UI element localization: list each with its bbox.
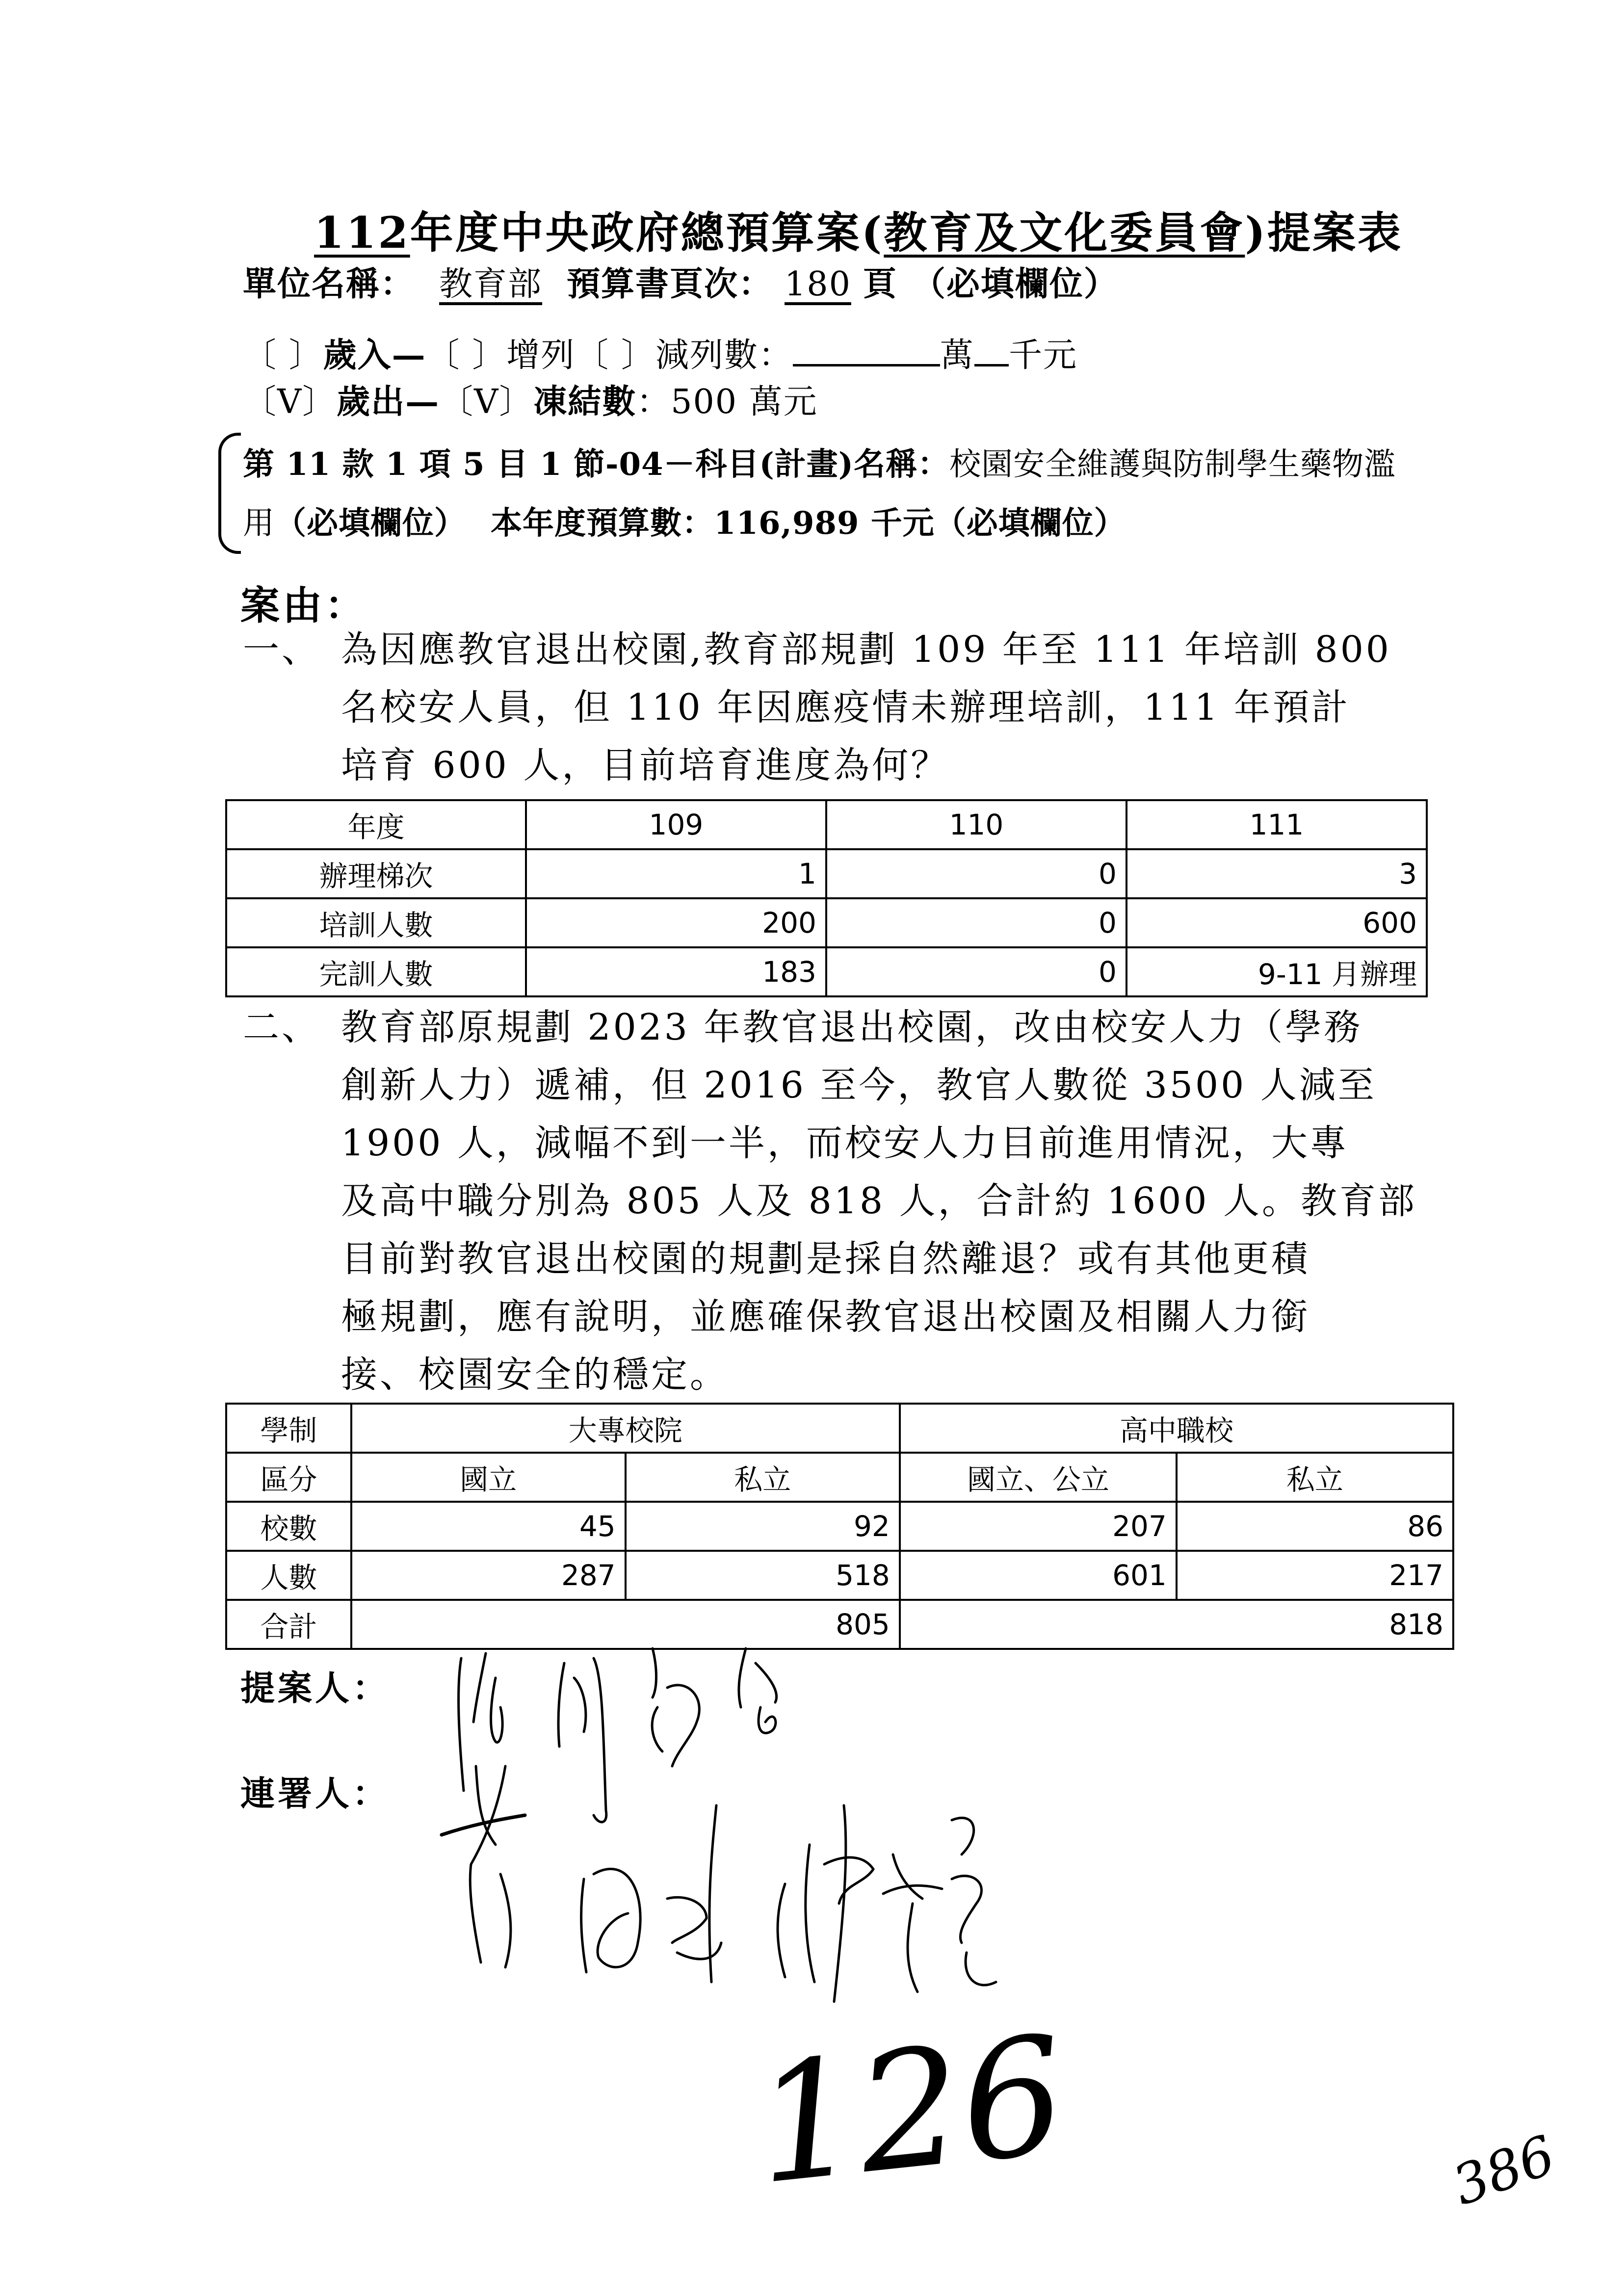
cut-checkbox[interactable]: 〔 〕 xyxy=(575,336,655,375)
header-cell: 高中職校 xyxy=(900,1404,1453,1453)
page-unit: 頁 xyxy=(863,264,897,304)
qianyuan-unit: 千元 xyxy=(1008,336,1077,375)
freeze-value: ：500 萬元 xyxy=(636,383,818,421)
item-2-line-7: 接、校園安全的穩定。 xyxy=(341,1354,729,1396)
title-year: 112 xyxy=(314,207,410,258)
item-2-line-2: 創新人力）遞補，但 2016 至今，教官人數從 3500 人減至 xyxy=(341,1064,1377,1106)
expense-line xyxy=(243,375,818,423)
item-2-line-6: 極規劃，應有說明，並應確保教官退出校園及相關人力銜 xyxy=(341,1296,1310,1338)
freeze-label: 凍結數 xyxy=(533,382,637,421)
page-value: 180 xyxy=(785,265,851,304)
subject-name-1: 校園安全維護與防制學生藥物濫 xyxy=(949,446,1396,483)
table-cell: 217 xyxy=(1177,1551,1453,1600)
table-row xyxy=(226,898,1427,947)
header-cell: 110 xyxy=(826,800,1126,849)
table-cell: 207 xyxy=(900,1502,1177,1551)
header-cell: 大專校院 xyxy=(351,1404,900,1453)
freeze-checkbox[interactable]: 〔V〕 xyxy=(440,383,534,421)
subject-name-2: 用 xyxy=(243,505,275,542)
expense-checkbox[interactable]: 〔V〕 xyxy=(243,383,337,421)
unit-value: 教育部 xyxy=(439,265,543,304)
row-label: 區分 xyxy=(226,1453,351,1502)
table-row xyxy=(226,1551,1453,1600)
title-middle: 年度中央政府總預算案( xyxy=(410,207,884,258)
reason-heading: 案由： xyxy=(240,582,367,628)
header-cell: 111 xyxy=(1126,800,1427,849)
subject-code: 第 11 款 1 項 5 目 1 節-04－科目(計畫)名稱： xyxy=(243,446,950,483)
item-1-line-1: 為因應教官退出校園,教育部規劃 109 年至 111 年培訓 800 xyxy=(341,628,1391,671)
subject-line-2 xyxy=(243,498,1126,543)
item-2-line-4: 及高中職分別為 805 人及 818 人，合計約 1600 人。教育部 xyxy=(341,1180,1417,1222)
item-1-line-3: 培育 600 人，目前培育進度為何？ xyxy=(341,744,950,786)
reason-item-2 xyxy=(243,998,1417,1404)
header-cell: 私立 xyxy=(626,1453,900,1502)
required-note-3: （必填欄位） xyxy=(934,505,1126,542)
revenue-checkbox[interactable]: 〔 〕 xyxy=(243,336,323,375)
security-staff-table xyxy=(225,1403,1454,1650)
item-1-number: 一、 xyxy=(243,628,320,671)
cosigner-signature xyxy=(432,1756,1168,2011)
required-note: （必填欄位） xyxy=(912,264,1118,304)
row-label: 完訓人數 xyxy=(226,947,526,996)
table-cell: 287 xyxy=(351,1551,626,1600)
table-cell: 0 xyxy=(826,849,1126,898)
table-cell: 0 xyxy=(826,898,1126,947)
row-label: 辦理梯次 xyxy=(226,849,526,898)
row-label: 學制 xyxy=(226,1404,351,1453)
expense-label: 歲出— xyxy=(337,382,440,421)
title-end: )提案表 xyxy=(1245,207,1403,258)
table-header-row xyxy=(226,1404,1453,1453)
table-cell: 1 xyxy=(526,849,826,898)
cut-qian-blank[interactable] xyxy=(974,359,1009,366)
table-cell: 518 xyxy=(626,1551,900,1600)
wan-unit: 萬 xyxy=(940,336,974,375)
add-checkbox[interactable]: 〔 〕 xyxy=(426,336,507,375)
table-cell: 200 xyxy=(526,898,826,947)
unit-label: 單位名稱： xyxy=(243,264,415,304)
table-cell: 0 xyxy=(826,947,1126,996)
title-committee: 教育及文化委員會 xyxy=(884,207,1245,258)
header-cell: 國立、公立 xyxy=(900,1453,1177,1502)
header-cell: 國立 xyxy=(351,1453,626,1502)
table-cell: 183 xyxy=(526,947,826,996)
cosigner-label: 連署人： xyxy=(240,1773,390,1814)
revenue-line xyxy=(243,329,1077,376)
page-label: 預算書頁次： xyxy=(567,264,773,304)
subject-line-1 xyxy=(243,439,1396,484)
row-label: 培訓人數 xyxy=(226,898,526,947)
proposer-label: 提案人： xyxy=(240,1668,390,1708)
table-cell: 86 xyxy=(1177,1502,1453,1551)
unit-line xyxy=(243,258,1118,305)
corner-page-mark xyxy=(1444,2123,1563,2218)
item-2-number: 二、 xyxy=(243,1006,320,1048)
table-cell: 3 xyxy=(1126,849,1427,898)
cut-label: 減列數： xyxy=(655,336,793,375)
revenue-label: 歲入— xyxy=(323,336,426,375)
table-cell: 805 xyxy=(351,1600,900,1649)
header-cell: 109 xyxy=(526,800,826,849)
cut-wan-blank[interactable] xyxy=(793,359,940,366)
table-cell: 818 xyxy=(900,1600,1453,1649)
table-cell: 600 xyxy=(1126,898,1427,947)
header-cell: 私立 xyxy=(1177,1453,1453,1502)
budget-amount: 本年度預算數：116,989 千元 xyxy=(491,505,935,542)
item-2-line-3: 1900 人，減幅不到一半，而校安人力目前進用情況，大專 xyxy=(341,1122,1349,1164)
reason-item-1 xyxy=(243,621,1391,794)
table-cell: 92 xyxy=(626,1502,900,1551)
item-2-line-5: 目前對教官退出校園的規劃是採自然離退？或有其他更積 xyxy=(341,1238,1310,1280)
item-1-line-2: 名校安人員，但 110 年因應疫情未辦理培訓，111 年預計 xyxy=(341,686,1351,729)
row-label: 人數 xyxy=(226,1551,351,1600)
required-note-2: （必填欄位） xyxy=(275,505,466,542)
add-label: 增列 xyxy=(506,336,576,375)
table-row xyxy=(226,849,1427,898)
table-row xyxy=(226,947,1427,996)
header-cell: 年度 xyxy=(226,800,526,849)
table-cell: 45 xyxy=(351,1502,626,1551)
row-label: 校數 xyxy=(226,1502,351,1551)
table-cell: 601 xyxy=(900,1551,1177,1600)
table-row xyxy=(226,1502,1453,1551)
table-cell: 9-11 月辦理 xyxy=(1126,947,1427,996)
page-mark-text: 126 xyxy=(746,2001,1074,2220)
table-header-row xyxy=(226,1453,1453,1502)
row-label: 合計 xyxy=(226,1600,351,1649)
item-2-line-1: 教育部原規劃 2023 年教官退出校園，改由校安人力（學務 xyxy=(341,1006,1363,1048)
handwritten-page-mark xyxy=(747,2001,1074,2220)
training-table xyxy=(225,799,1428,997)
subject-bracket xyxy=(218,433,241,554)
table-row xyxy=(226,1600,1453,1649)
document-title xyxy=(314,199,1403,261)
table-header-row xyxy=(226,800,1427,849)
corner-mark-text: 386 xyxy=(1444,2123,1563,2218)
